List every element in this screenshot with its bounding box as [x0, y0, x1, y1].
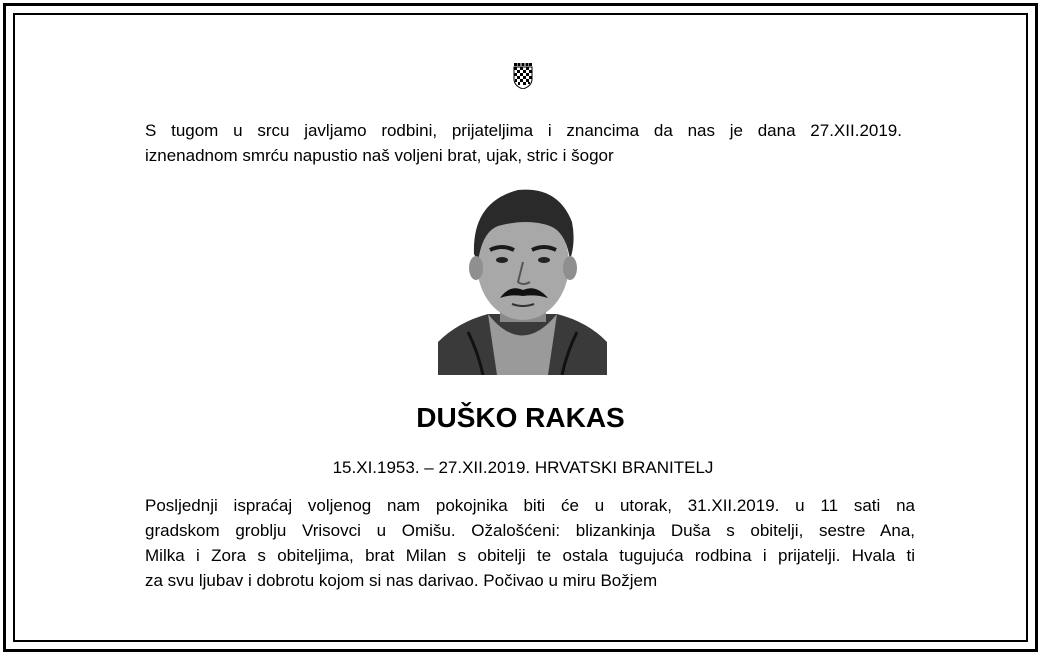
intro-text	[145, 118, 902, 168]
details-line-2: gradskom groblju Vrisovci u Omišu. Ožalošćeni: blizankinja Duša s obitelji, sestre Ana,	[145, 521, 915, 540]
coat-of-arms-icon	[513, 63, 533, 89]
intro-line-1: S tugom u srcu javljamo rodbini, prijateljima i znancima da nas je dana 27.XII.2019.	[145, 121, 902, 140]
details-line-1: Posljednji ispraćaj voljenog nam pokojnika biti će u utorak, 31.XII.2019. u 11 sati na	[145, 496, 915, 515]
life-dates: 15.XI.1953. – 27.XII.2019. HRVATSKI BRANITELJ	[332, 458, 714, 477]
details-line-3: Milka i Zora s obiteljima, brat Milan s obitelji te ostala tugujuća rodbina i prijatelji. Hvala ti	[145, 546, 915, 565]
portrait-photo	[438, 182, 607, 375]
deceased-name: DUŠKO RAKAS	[416, 402, 625, 433]
funeral-details	[145, 493, 915, 593]
intro-line-2: iznenadnom smrću napustio naš voljeni brat, ujak, stric i šogor	[145, 146, 614, 165]
details-line-4: za svu ljubav i dobrotu kojom si nas darivao. Počivao u miru Božjem	[145, 571, 658, 590]
